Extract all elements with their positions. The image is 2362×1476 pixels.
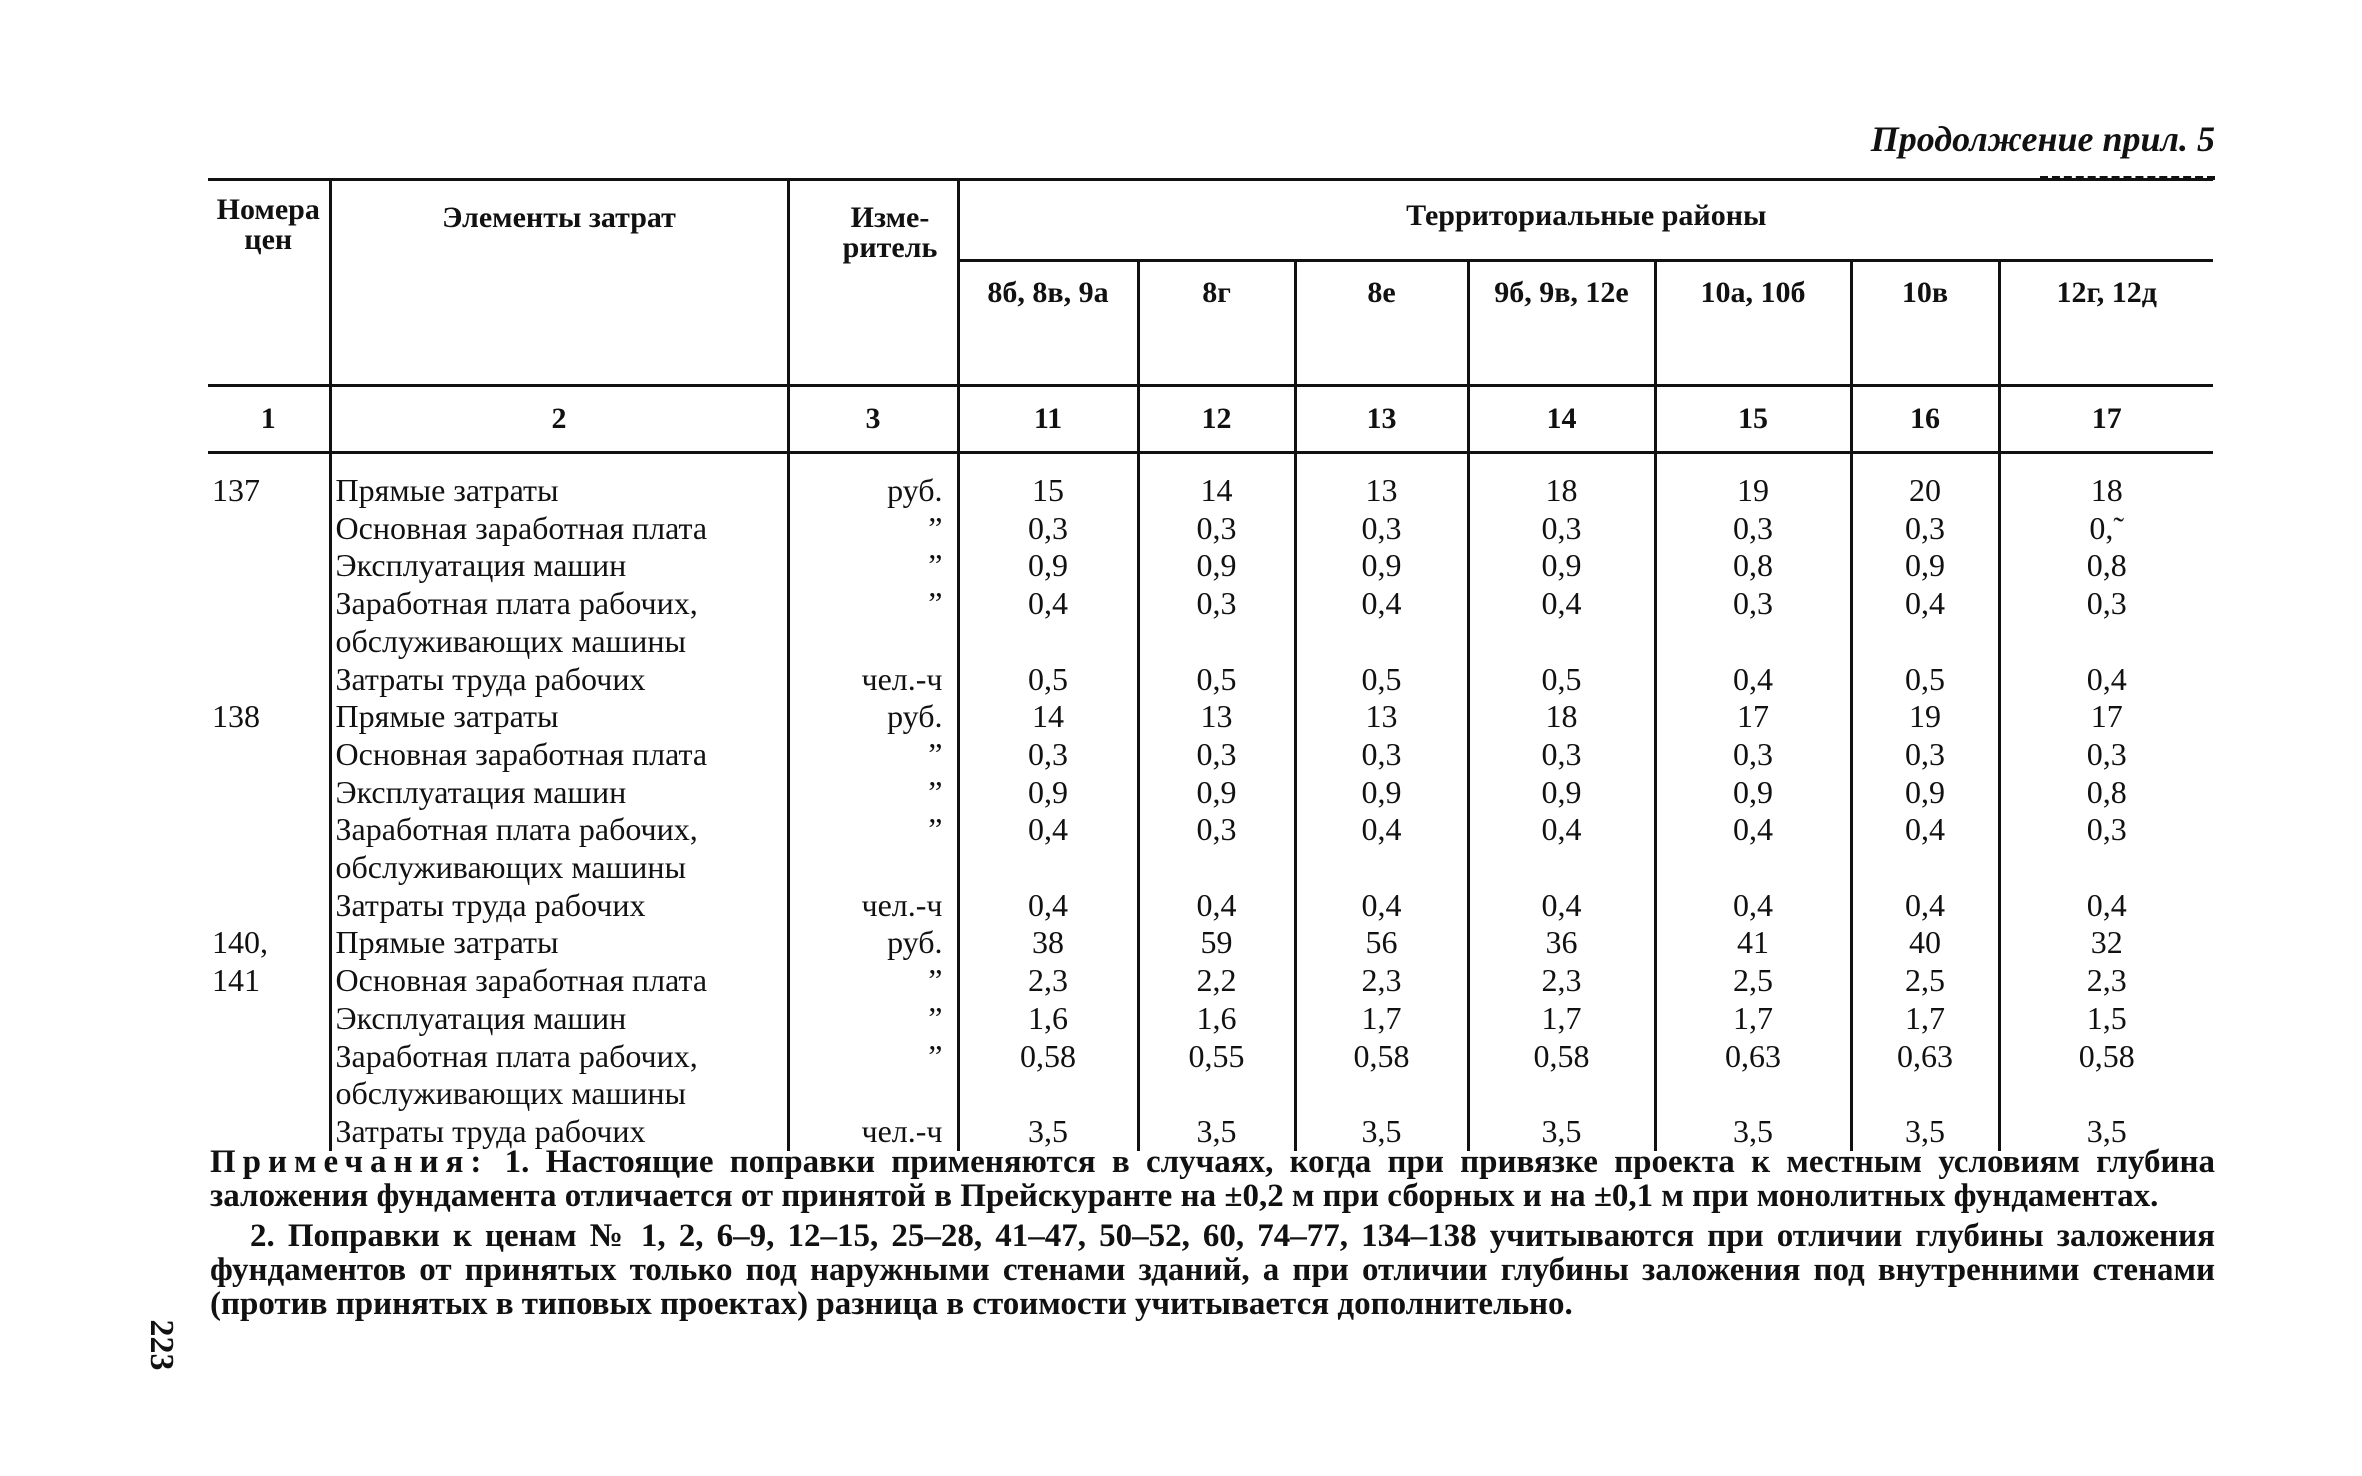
column-number: 13 xyxy=(1295,386,1468,453)
cost-element: Затраты труда рабочих xyxy=(330,661,788,699)
value-cell: 0,3 xyxy=(1468,736,1655,774)
value-cell: 0,9 xyxy=(1138,547,1295,585)
value-cell xyxy=(1295,623,1468,661)
value-cell: 36 xyxy=(1468,924,1655,962)
value-cell: 0,3 xyxy=(1295,736,1468,774)
value-cell: 13 xyxy=(1295,698,1468,736)
value-cell: 2,3 xyxy=(1468,962,1655,1000)
price-number xyxy=(208,510,330,548)
value-cell: 59 xyxy=(1138,924,1295,962)
region-header: 10в xyxy=(1851,261,1999,386)
value-cell: 0,3 xyxy=(1468,510,1655,548)
unit: ” xyxy=(788,736,958,774)
unit: руб. xyxy=(788,698,958,736)
value-cell xyxy=(1138,623,1295,661)
value-cell: 1,7 xyxy=(1468,1000,1655,1038)
value-cell: 0,˜ xyxy=(1999,510,2213,548)
price-number xyxy=(208,661,330,699)
header-unit: Изме-ритель xyxy=(788,180,958,386)
column-number: 17 xyxy=(1999,386,2213,453)
value-cell: 1,6 xyxy=(1138,1000,1295,1038)
value-cell: 3,5 xyxy=(1295,1113,1468,1151)
cost-element: Прямые затраты xyxy=(330,924,788,962)
price-number xyxy=(208,547,330,585)
price-number xyxy=(208,1038,330,1076)
table-row xyxy=(208,623,2213,661)
value-cell: 0,9 xyxy=(1468,774,1655,812)
unit: руб. xyxy=(788,453,958,510)
unit: чел.-ч xyxy=(788,661,958,699)
value-cell: 2,2 xyxy=(1138,962,1295,1000)
value-cell: 0,4 xyxy=(958,887,1138,925)
value-cell: 0,9 xyxy=(1851,547,1999,585)
value-cell: 0,4 xyxy=(958,585,1138,623)
value-cell: 20 xyxy=(1851,453,1999,510)
value-cell: 56 xyxy=(1295,924,1468,962)
region-header: 9б, 9в, 12е xyxy=(1468,261,1655,386)
region-header: 8г xyxy=(1138,261,1295,386)
value-cell: 0,9 xyxy=(1138,774,1295,812)
value-cell: 0,4 xyxy=(1655,811,1851,849)
table-row xyxy=(208,1038,2213,1076)
value-cell: 0,9 xyxy=(1295,547,1468,585)
value-cell: 13 xyxy=(1295,453,1468,510)
value-cell: 0,3 xyxy=(1999,585,2213,623)
unit xyxy=(788,1075,958,1113)
price-number: 138 xyxy=(212,698,260,735)
unit: ” xyxy=(788,1000,958,1038)
value-cell: 17 xyxy=(1655,698,1851,736)
value-cell: 1,5 xyxy=(1999,1000,2213,1038)
value-cell: 2,3 xyxy=(958,962,1138,1000)
region-header: 10а, 10б xyxy=(1655,261,1851,386)
value-cell: 18 xyxy=(1999,453,2213,510)
column-number-row xyxy=(208,386,2213,453)
value-cell: 0,3 xyxy=(1138,585,1295,623)
price-number: 140, xyxy=(212,924,268,961)
table-row xyxy=(208,1000,2213,1038)
region-header: 8е xyxy=(1295,261,1468,386)
value-cell: 0,3 xyxy=(958,510,1138,548)
price-number xyxy=(208,849,330,887)
table-row xyxy=(208,736,2213,774)
value-cell: 3,5 xyxy=(1468,1113,1655,1151)
cost-element: Эксплуатация машин xyxy=(330,547,788,585)
notes-block xyxy=(210,1145,2215,1321)
value-cell: 0,63 xyxy=(1851,1038,1999,1076)
value-cell: 0,3 xyxy=(1999,736,2213,774)
column-number: 16 xyxy=(1851,386,1999,453)
cost-element: Основная заработная плата xyxy=(330,736,788,774)
value-cell: 1,7 xyxy=(1295,1000,1468,1038)
cost-element: обслуживающих машины xyxy=(330,1075,788,1113)
table-row xyxy=(208,811,2213,849)
value-cell: 0,58 xyxy=(1999,1038,2213,1076)
value-cell: 0,5 xyxy=(1468,661,1655,699)
unit: чел.-ч xyxy=(788,1113,958,1151)
value-cell: 0,9 xyxy=(958,774,1138,812)
value-cell: 0,3 xyxy=(1138,510,1295,548)
cost-element: Эксплуатация машин xyxy=(330,1000,788,1038)
value-cell xyxy=(1655,623,1851,661)
value-cell xyxy=(1468,1075,1655,1113)
value-cell: 0,63 xyxy=(1655,1038,1851,1076)
value-cell: 0,55 xyxy=(1138,1038,1295,1076)
value-cell: 32 xyxy=(1999,924,2213,962)
value-cell: 0,3 xyxy=(1655,510,1851,548)
value-cell xyxy=(1851,623,1999,661)
column-number: 1 xyxy=(208,386,330,453)
table-row xyxy=(208,849,2213,887)
price-number xyxy=(208,736,330,774)
value-cell: 19 xyxy=(1851,698,1999,736)
value-cell: 0,3 xyxy=(1295,510,1468,548)
price-number xyxy=(208,887,330,925)
unit: руб. xyxy=(788,924,958,962)
value-cell: 0,4 xyxy=(1138,887,1295,925)
unit: ” xyxy=(788,547,958,585)
value-cell: 0,58 xyxy=(1468,1038,1655,1076)
value-cell: 0,3 xyxy=(1138,736,1295,774)
cost-element: Основная заработная плата xyxy=(330,962,788,1000)
price-number xyxy=(208,774,330,812)
unit: ” xyxy=(788,510,958,548)
value-cell: 14 xyxy=(1138,453,1295,510)
value-cell: 1,7 xyxy=(1655,1000,1851,1038)
unit: ” xyxy=(788,1038,958,1076)
table-row xyxy=(208,453,2213,510)
value-cell xyxy=(958,849,1138,887)
value-cell xyxy=(1999,623,2213,661)
value-cell: 3,5 xyxy=(958,1113,1138,1151)
value-cell: 2,3 xyxy=(1295,962,1468,1000)
value-cell xyxy=(1295,1075,1468,1113)
value-cell: 0,3 xyxy=(1138,811,1295,849)
table-row xyxy=(208,774,2213,812)
value-cell: 0,4 xyxy=(1999,887,2213,925)
cost-element: Заработная плата рабочих, xyxy=(330,1038,788,1076)
value-cell: 0,4 xyxy=(1851,887,1999,925)
value-cell xyxy=(958,623,1138,661)
table-row xyxy=(208,962,2213,1000)
value-cell: 0,4 xyxy=(1295,585,1468,623)
table-row xyxy=(208,924,2213,962)
value-cell xyxy=(1851,1075,1999,1113)
cost-element: Эксплуатация машин xyxy=(330,774,788,812)
cost-element: Прямые затраты xyxy=(330,698,788,736)
value-cell: 0,9 xyxy=(1655,774,1851,812)
column-number: 12 xyxy=(1138,386,1295,453)
region-header: 12г, 12д xyxy=(1999,261,2213,386)
value-cell: 40 xyxy=(1851,924,1999,962)
value-cell: 0,3 xyxy=(1851,736,1999,774)
value-cell: 3,5 xyxy=(1138,1113,1295,1151)
value-cell: 0,4 xyxy=(1655,661,1851,699)
value-cell: 0,4 xyxy=(1851,811,1999,849)
value-cell: 2,3 xyxy=(1999,962,2213,1000)
cost-element: обслуживающих машины xyxy=(330,849,788,887)
table-row xyxy=(208,510,2213,548)
price-number xyxy=(208,585,330,623)
cost-element: Заработная плата рабочих, xyxy=(330,811,788,849)
value-cell: 0,4 xyxy=(1295,811,1468,849)
value-cell: 0,5 xyxy=(1295,661,1468,699)
value-cell xyxy=(1138,849,1295,887)
value-cell xyxy=(1468,623,1655,661)
value-cell: 14 xyxy=(958,698,1138,736)
notes-label: Примечания: xyxy=(210,1144,489,1180)
cost-element: Прямые затраты xyxy=(330,453,788,510)
column-number: 3 xyxy=(788,386,958,453)
value-cell xyxy=(958,1075,1138,1113)
value-cell: 0,5 xyxy=(1851,661,1999,699)
value-cell: 0,9 xyxy=(1468,547,1655,585)
unit: ” xyxy=(788,962,958,1000)
table-row xyxy=(208,887,2213,925)
note-1: 1. Настоящие поправки применяются в случаях, когда при привязке проекта к местным условиям глубина заложения фундамента отличается от принятой в Прейскуранте на ±0,2 м при сборных и на ±0,1 м при монолитных фундаментах. xyxy=(210,1144,2216,1214)
value-cell: 0,4 xyxy=(1468,887,1655,925)
unit xyxy=(788,849,958,887)
value-cell: 0,4 xyxy=(1851,585,1999,623)
price-number xyxy=(208,1000,330,1038)
value-cell: 0,3 xyxy=(1655,585,1851,623)
table-header xyxy=(208,180,2213,453)
value-cell: 1,7 xyxy=(1851,1000,1999,1038)
value-cell: 0,4 xyxy=(1295,887,1468,925)
cost-element: Затраты труда рабочих xyxy=(330,887,788,925)
value-cell xyxy=(1851,849,1999,887)
value-cell: 0,3 xyxy=(1851,510,1999,548)
cost-element: обслуживающих машины xyxy=(330,623,788,661)
value-cell: 19 xyxy=(1655,453,1851,510)
value-cell xyxy=(1295,849,1468,887)
value-cell: 18 xyxy=(1468,453,1655,510)
value-cell: 41 xyxy=(1655,924,1851,962)
value-cell: 0,4 xyxy=(1468,811,1655,849)
table-row xyxy=(208,1075,2213,1113)
header-elements: Элементы затрат xyxy=(330,180,788,386)
value-cell: 2,5 xyxy=(1851,962,1999,1000)
value-cell: 1,6 xyxy=(958,1000,1138,1038)
price-number xyxy=(208,811,330,849)
value-cell xyxy=(1999,849,2213,887)
value-cell: 0,8 xyxy=(1999,774,2213,812)
column-number: 15 xyxy=(1655,386,1851,453)
value-cell: 0,9 xyxy=(958,547,1138,585)
unit: ” xyxy=(788,585,958,623)
value-cell: 0,4 xyxy=(958,811,1138,849)
value-cell: 38 xyxy=(958,924,1138,962)
column-number: 2 xyxy=(330,386,788,453)
value-cell: 0,4 xyxy=(1999,661,2213,699)
page-number: 223 xyxy=(143,1319,180,1371)
unit: чел.-ч xyxy=(788,887,958,925)
value-cell: 17 xyxy=(1999,698,2213,736)
column-number: 11 xyxy=(958,386,1138,453)
value-cell xyxy=(1655,849,1851,887)
table-body xyxy=(208,453,2213,1151)
value-cell: 0,9 xyxy=(1851,774,1999,812)
header-regions: Территориальные районы xyxy=(958,180,2213,261)
price-number: 141 xyxy=(212,962,260,999)
value-cell: 0,8 xyxy=(1999,547,2213,585)
value-cell: 13 xyxy=(1138,698,1295,736)
value-cell: 0,58 xyxy=(958,1038,1138,1076)
unit xyxy=(788,623,958,661)
value-cell: 3,5 xyxy=(1999,1113,2213,1151)
value-cell: 18 xyxy=(1468,698,1655,736)
value-cell: 0,4 xyxy=(1655,887,1851,925)
cost-element: Заработная плата рабочих, xyxy=(330,585,788,623)
value-cell: 0,5 xyxy=(1138,661,1295,699)
price-number: 137 xyxy=(212,472,260,508)
value-cell xyxy=(1655,1075,1851,1113)
table-row xyxy=(208,585,2213,623)
value-cell: 0,8 xyxy=(1655,547,1851,585)
value-cell: 0,4 xyxy=(1468,585,1655,623)
value-cell: 0,5 xyxy=(958,661,1138,699)
value-cell: 3,5 xyxy=(1655,1113,1851,1151)
price-number xyxy=(208,623,330,661)
price-table xyxy=(208,178,2213,1151)
table-row xyxy=(208,547,2213,585)
value-cell: 2,5 xyxy=(1655,962,1851,1000)
cost-element: Затраты труда рабочих xyxy=(330,1113,788,1151)
value-cell: 0,58 xyxy=(1295,1038,1468,1076)
value-cell: 3,5 xyxy=(1851,1113,1999,1151)
region-header: 8б, 8в, 9а xyxy=(958,261,1138,386)
value-cell: 0,3 xyxy=(1999,811,2213,849)
value-cell xyxy=(1138,1075,1295,1113)
unit: ” xyxy=(788,811,958,849)
value-cell: 15 xyxy=(958,453,1138,510)
unit: ” xyxy=(788,774,958,812)
note-2: 2. Поправки к ценам № 1, 2, 6–9, 12–15, 25–28, 41–47, 50–52, 60, 74–77, 134–138 учитываются при отличии глубины заложения фундаментов от принятых только под наружными стенами зданий, а при отличии глубины заложения под внутренними стенами (против принятых в типовых проектах) разница в стоимости учитывается дополнительно. xyxy=(210,1218,2215,1322)
continuation-caption: Продолжение прил. 5 xyxy=(1870,119,2215,159)
value-cell: 0,9 xyxy=(1295,774,1468,812)
table-row xyxy=(208,698,2213,736)
table-row xyxy=(208,661,2213,699)
header-num-price: Номера цен xyxy=(208,180,330,386)
column-number: 14 xyxy=(1468,386,1655,453)
cost-element: Основная заработная плата xyxy=(330,510,788,548)
value-cell: 0,3 xyxy=(958,736,1138,774)
value-cell xyxy=(1468,849,1655,887)
price-number xyxy=(208,1075,330,1113)
value-cell: 0,3 xyxy=(1655,736,1851,774)
value-cell xyxy=(1999,1075,2213,1113)
